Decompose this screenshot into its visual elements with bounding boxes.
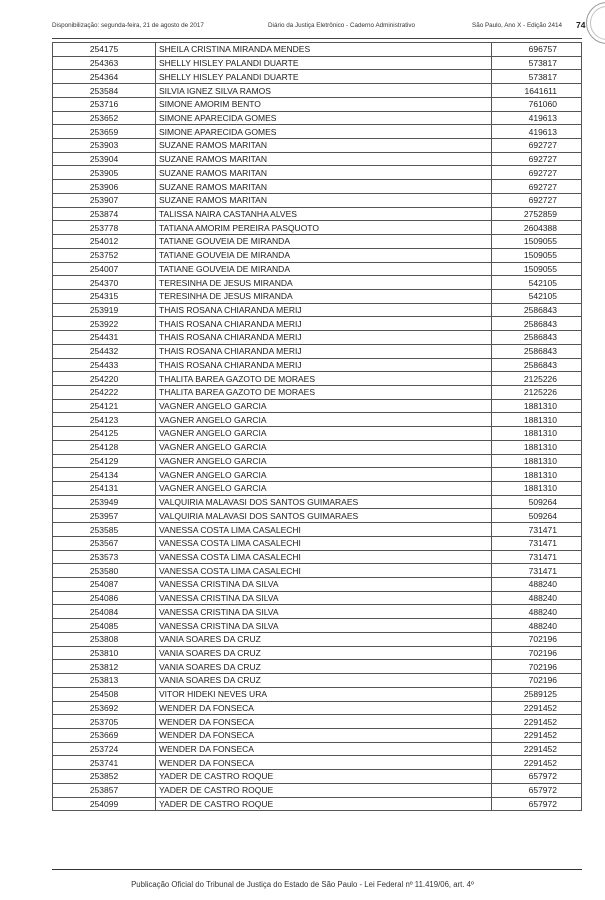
table-row <box>53 221 582 235</box>
record-id-cell: 254363 <box>53 56 156 70</box>
registration-number-cell: 542105 <box>492 289 582 303</box>
record-id-cell: 253573 <box>53 550 156 564</box>
person-name-cell: SHELLY HISLEY PALANDI DUARTE <box>156 56 492 70</box>
person-name-cell: WENDER DA FONSECA <box>156 701 492 715</box>
person-name-cell: VANESSA COSTA LIMA CASALECHI <box>156 564 492 578</box>
person-name-cell: VANESSA COSTA LIMA CASALECHI <box>156 550 492 564</box>
footer-divider <box>52 869 582 870</box>
record-id-cell: 254508 <box>53 687 156 701</box>
registration-number-cell: 2291452 <box>492 756 582 770</box>
registration-number-cell: 702196 <box>492 632 582 646</box>
table-row <box>53 303 582 317</box>
registration-number-cell: 1881310 <box>492 440 582 454</box>
record-id-cell: 254007 <box>53 262 156 276</box>
registration-number-cell: 2586843 <box>492 303 582 317</box>
record-id-cell: 253585 <box>53 523 156 537</box>
table-row <box>53 482 582 496</box>
record-id-cell: 253904 <box>53 152 156 166</box>
registration-number-cell: 657972 <box>492 783 582 797</box>
table-row <box>53 70 582 84</box>
person-name-cell: VANESSA CRISTINA DA SILVA <box>156 591 492 605</box>
person-name-cell: SIMONE APARECIDA GOMES <box>156 125 492 139</box>
record-id-cell: 254121 <box>53 399 156 413</box>
court-seal-icon <box>586 2 605 44</box>
person-name-cell: VAGNER ANGELO GARCIA <box>156 413 492 427</box>
record-id-cell: 254087 <box>53 578 156 592</box>
record-id-cell: 253716 <box>53 97 156 111</box>
person-name-cell: VALQUIRIA MALAVASI DOS SANTOS GUIMARAES <box>156 509 492 523</box>
registration-number-cell: 509264 <box>492 495 582 509</box>
header-publication: Diário da Justiça Eletrônico - Caderno Administrativo <box>268 22 415 29</box>
record-id-cell: 254123 <box>53 413 156 427</box>
registration-number-cell: 657972 <box>492 770 582 784</box>
table-row <box>53 756 582 770</box>
record-id-cell: 253584 <box>53 84 156 98</box>
person-name-cell: VANESSA CRISTINA DA SILVA <box>156 578 492 592</box>
record-id-cell: 254431 <box>53 331 156 345</box>
record-id-cell: 253907 <box>53 193 156 207</box>
registration-number-cell: 573817 <box>492 56 582 70</box>
registration-number-cell: 692727 <box>492 180 582 194</box>
person-name-cell: YADER DE CASTRO ROQUE <box>156 783 492 797</box>
registration-number-cell: 1509055 <box>492 235 582 249</box>
record-id-cell: 253752 <box>53 248 156 262</box>
table-row <box>53 358 582 372</box>
table-row <box>53 427 582 441</box>
record-id-cell: 253949 <box>53 495 156 509</box>
registration-number-cell: 2604388 <box>492 221 582 235</box>
registration-number-cell: 731471 <box>492 523 582 537</box>
person-name-cell: SHELLY HISLEY PALANDI DUARTE <box>156 70 492 84</box>
registration-number-cell: 657972 <box>492 797 582 811</box>
table-row <box>53 262 582 276</box>
person-name-cell: TALISSA NAIRA CASTANHA ALVES <box>156 207 492 221</box>
table-row <box>53 276 582 290</box>
person-name-cell: THAIS ROSANA CHIARANDA MERIJ <box>156 331 492 345</box>
registration-number-cell: 2586843 <box>492 317 582 331</box>
table-row <box>53 564 582 578</box>
person-name-cell: SUZANE RAMOS MARITAN <box>156 193 492 207</box>
person-name-cell: VALQUIRIA MALAVASI DOS SANTOS GUIMARAES <box>156 495 492 509</box>
table-row <box>53 701 582 715</box>
record-id-cell: 254086 <box>53 591 156 605</box>
registration-number-cell: 1641611 <box>492 84 582 98</box>
table-row <box>53 180 582 194</box>
header-divider <box>52 38 582 39</box>
person-name-cell: THAIS ROSANA CHIARANDA MERIJ <box>156 317 492 331</box>
registration-number-cell: 702196 <box>492 660 582 674</box>
record-id-cell: 254432 <box>53 344 156 358</box>
table-row <box>53 43 582 57</box>
record-id-cell: 253778 <box>53 221 156 235</box>
table-row <box>53 207 582 221</box>
table-row <box>53 125 582 139</box>
record-id-cell: 253741 <box>53 756 156 770</box>
table-row <box>53 523 582 537</box>
person-name-cell: SIMONE AMORIM BENTO <box>156 97 492 111</box>
registration-number-cell: 1881310 <box>492 413 582 427</box>
person-name-cell: VANIA SOARES DA CRUZ <box>156 660 492 674</box>
person-name-cell: VANIA SOARES DA CRUZ <box>156 632 492 646</box>
registration-number-cell: 488240 <box>492 578 582 592</box>
table-row <box>53 248 582 262</box>
registration-number-cell: 2125226 <box>492 385 582 399</box>
table-row <box>53 235 582 249</box>
table-row <box>53 742 582 756</box>
record-id-cell: 253567 <box>53 536 156 550</box>
registration-number-cell: 731471 <box>492 550 582 564</box>
registration-number-cell: 2291452 <box>492 728 582 742</box>
record-id-cell: 253905 <box>53 166 156 180</box>
record-id-cell: 253659 <box>53 125 156 139</box>
person-name-cell: YADER DE CASTRO ROQUE <box>156 797 492 811</box>
header-date: Disponibilização: segunda-feira, 21 de agosto de 2017 <box>52 22 204 29</box>
registration-number-cell: 692727 <box>492 152 582 166</box>
table-row <box>53 331 582 345</box>
table-row <box>53 454 582 468</box>
registration-number-cell: 1881310 <box>492 454 582 468</box>
record-id-cell: 253874 <box>53 207 156 221</box>
person-name-cell: VANESSA COSTA LIMA CASALECHI <box>156 536 492 550</box>
table-row <box>53 84 582 98</box>
registration-number-cell: 761060 <box>492 97 582 111</box>
record-id-cell: 253808 <box>53 632 156 646</box>
record-id-cell: 253580 <box>53 564 156 578</box>
registration-number-cell: 2291452 <box>492 742 582 756</box>
person-name-cell: THAIS ROSANA CHIARANDA MERIJ <box>156 358 492 372</box>
registration-number-cell: 2125226 <box>492 372 582 386</box>
registration-number-cell: 692727 <box>492 166 582 180</box>
record-id-cell: 254128 <box>53 440 156 454</box>
registration-number-cell: 488240 <box>492 619 582 633</box>
record-id-cell: 253906 <box>53 180 156 194</box>
record-id-cell: 254129 <box>53 454 156 468</box>
person-name-cell: WENDER DA FONSECA <box>156 742 492 756</box>
record-id-cell: 254084 <box>53 605 156 619</box>
person-name-cell: WENDER DA FONSECA <box>156 715 492 729</box>
table-row <box>53 797 582 811</box>
person-name-cell: SUZANE RAMOS MARITAN <box>156 180 492 194</box>
page-number: 74 <box>576 20 586 30</box>
person-name-cell: VAGNER ANGELO GARCIA <box>156 440 492 454</box>
record-id-cell: 253724 <box>53 742 156 756</box>
page-header <box>52 22 562 34</box>
table-row <box>53 619 582 633</box>
table-row <box>53 385 582 399</box>
table-row <box>53 344 582 358</box>
table-row <box>53 728 582 742</box>
table-row <box>53 468 582 482</box>
table-row <box>53 770 582 784</box>
table-row <box>53 495 582 509</box>
record-id-cell: 253813 <box>53 674 156 688</box>
person-name-cell: TATIANE GOUVEIA DE MIRANDA <box>156 248 492 262</box>
page-footer: Publicação Oficial do Tribunal de Justiça do Estado de São Paulo - Lei Federal nº 11.419/06, art. 4º <box>131 880 474 889</box>
table-row <box>53 97 582 111</box>
person-name-cell: YADER DE CASTRO ROQUE <box>156 770 492 784</box>
registration-number-cell: 696757 <box>492 43 582 57</box>
table-row <box>53 413 582 427</box>
person-name-cell: SIMONE APARECIDA GOMES <box>156 111 492 125</box>
person-name-cell: VANIA SOARES DA CRUZ <box>156 674 492 688</box>
registration-number-cell: 542105 <box>492 276 582 290</box>
table-row <box>53 317 582 331</box>
registration-number-cell: 2291452 <box>492 701 582 715</box>
person-name-cell: THALITA BAREA GAZOTO DE MORAES <box>156 372 492 386</box>
record-id-cell: 254433 <box>53 358 156 372</box>
table-row <box>53 660 582 674</box>
person-name-cell: SUZANE RAMOS MARITAN <box>156 152 492 166</box>
registration-number-cell: 2586843 <box>492 344 582 358</box>
registration-number-cell: 731471 <box>492 536 582 550</box>
person-name-cell: SHEILA CRISTINA MIRANDA MENDES <box>156 43 492 57</box>
record-id-cell: 254134 <box>53 468 156 482</box>
record-id-cell: 254370 <box>53 276 156 290</box>
record-id-cell: 254125 <box>53 427 156 441</box>
table-row <box>53 372 582 386</box>
table-row <box>53 289 582 303</box>
record-id-cell: 254099 <box>53 797 156 811</box>
person-name-cell: TATIANE GOUVEIA DE MIRANDA <box>156 262 492 276</box>
record-id-cell: 253919 <box>53 303 156 317</box>
person-name-cell: TERESINHA DE JESUS MIRANDA <box>156 276 492 290</box>
records-table <box>52 42 582 811</box>
table-row <box>53 440 582 454</box>
record-id-cell: 253922 <box>53 317 156 331</box>
person-name-cell: VAGNER ANGELO GARCIA <box>156 482 492 496</box>
table-row <box>53 111 582 125</box>
record-id-cell: 253692 <box>53 701 156 715</box>
person-name-cell: VAGNER ANGELO GARCIA <box>156 468 492 482</box>
registration-number-cell: 488240 <box>492 605 582 619</box>
registration-number-cell: 731471 <box>492 564 582 578</box>
person-name-cell: VANESSA CRISTINA DA SILVA <box>156 619 492 633</box>
record-id-cell: 253857 <box>53 783 156 797</box>
record-id-cell: 254085 <box>53 619 156 633</box>
table-row <box>53 193 582 207</box>
table-row <box>53 632 582 646</box>
record-id-cell: 254175 <box>53 43 156 57</box>
registration-number-cell: 692727 <box>492 139 582 153</box>
record-id-cell: 254364 <box>53 70 156 84</box>
record-id-cell: 253812 <box>53 660 156 674</box>
record-id-cell: 253903 <box>53 139 156 153</box>
person-name-cell: THALITA BAREA GAZOTO DE MORAES <box>156 385 492 399</box>
person-name-cell: VANESSA COSTA LIMA CASALECHI <box>156 523 492 537</box>
person-name-cell: TATIANE GOUVEIA DE MIRANDA <box>156 235 492 249</box>
record-id-cell: 254315 <box>53 289 156 303</box>
record-id-cell: 254220 <box>53 372 156 386</box>
registration-number-cell: 2586843 <box>492 331 582 345</box>
table-row <box>53 56 582 70</box>
table-row <box>53 674 582 688</box>
record-id-cell: 253652 <box>53 111 156 125</box>
person-name-cell: VAGNER ANGELO GARCIA <box>156 427 492 441</box>
registration-number-cell: 1509055 <box>492 262 582 276</box>
records-table-body <box>53 43 582 811</box>
person-name-cell: SUZANE RAMOS MARITAN <box>156 166 492 180</box>
registration-number-cell: 1881310 <box>492 427 582 441</box>
registration-number-cell: 488240 <box>492 591 582 605</box>
record-id-cell: 253957 <box>53 509 156 523</box>
registration-number-cell: 573817 <box>492 70 582 84</box>
table-row <box>53 139 582 153</box>
person-name-cell: VAGNER ANGELO GARCIA <box>156 399 492 413</box>
record-id-cell: 253669 <box>53 728 156 742</box>
table-row <box>53 687 582 701</box>
registration-number-cell: 2752859 <box>492 207 582 221</box>
registration-number-cell: 702196 <box>492 646 582 660</box>
record-id-cell: 253852 <box>53 770 156 784</box>
person-name-cell: TERESINHA DE JESUS MIRANDA <box>156 289 492 303</box>
table-row <box>53 536 582 550</box>
registration-number-cell: 509264 <box>492 509 582 523</box>
person-name-cell: VANESSA CRISTINA DA SILVA <box>156 605 492 619</box>
table-row <box>53 152 582 166</box>
person-name-cell: VAGNER ANGELO GARCIA <box>156 454 492 468</box>
table-row <box>53 509 582 523</box>
header-edition: São Paulo, Ano X - Edição 2414 <box>472 22 562 29</box>
person-name-cell: THAIS ROSANA CHIARANDA MERIJ <box>156 303 492 317</box>
table-row <box>53 578 582 592</box>
registration-number-cell: 702196 <box>492 674 582 688</box>
registration-number-cell: 2586843 <box>492 358 582 372</box>
person-name-cell: THAIS ROSANA CHIARANDA MERIJ <box>156 344 492 358</box>
registration-number-cell: 1881310 <box>492 468 582 482</box>
registration-number-cell: 1881310 <box>492 482 582 496</box>
person-name-cell: WENDER DA FONSECA <box>156 728 492 742</box>
person-name-cell: TATIANA AMORIM PEREIRA PASQUOTO <box>156 221 492 235</box>
table-row <box>53 783 582 797</box>
registration-number-cell: 692727 <box>492 193 582 207</box>
person-name-cell: SUZANE RAMOS MARITAN <box>156 139 492 153</box>
registration-number-cell: 419613 <box>492 111 582 125</box>
registration-number-cell: 2589125 <box>492 687 582 701</box>
table-row <box>53 715 582 729</box>
person-name-cell: WENDER DA FONSECA <box>156 756 492 770</box>
table-row <box>53 399 582 413</box>
person-name-cell: VANIA SOARES DA CRUZ <box>156 646 492 660</box>
record-id-cell: 253810 <box>53 646 156 660</box>
table-row <box>53 605 582 619</box>
registration-number-cell: 1881310 <box>492 399 582 413</box>
person-name-cell: VITOR HIDEKI NEVES URA <box>156 687 492 701</box>
registration-number-cell: 419613 <box>492 125 582 139</box>
person-name-cell: SILVIA IGNEZ SILVA RAMOS <box>156 84 492 98</box>
record-id-cell: 254131 <box>53 482 156 496</box>
table-row <box>53 646 582 660</box>
table-row <box>53 591 582 605</box>
table-row <box>53 166 582 180</box>
registration-number-cell: 2291452 <box>492 715 582 729</box>
registration-number-cell: 1509055 <box>492 248 582 262</box>
table-row <box>53 550 582 564</box>
record-id-cell: 253705 <box>53 715 156 729</box>
record-id-cell: 254012 <box>53 235 156 249</box>
record-id-cell: 254222 <box>53 385 156 399</box>
